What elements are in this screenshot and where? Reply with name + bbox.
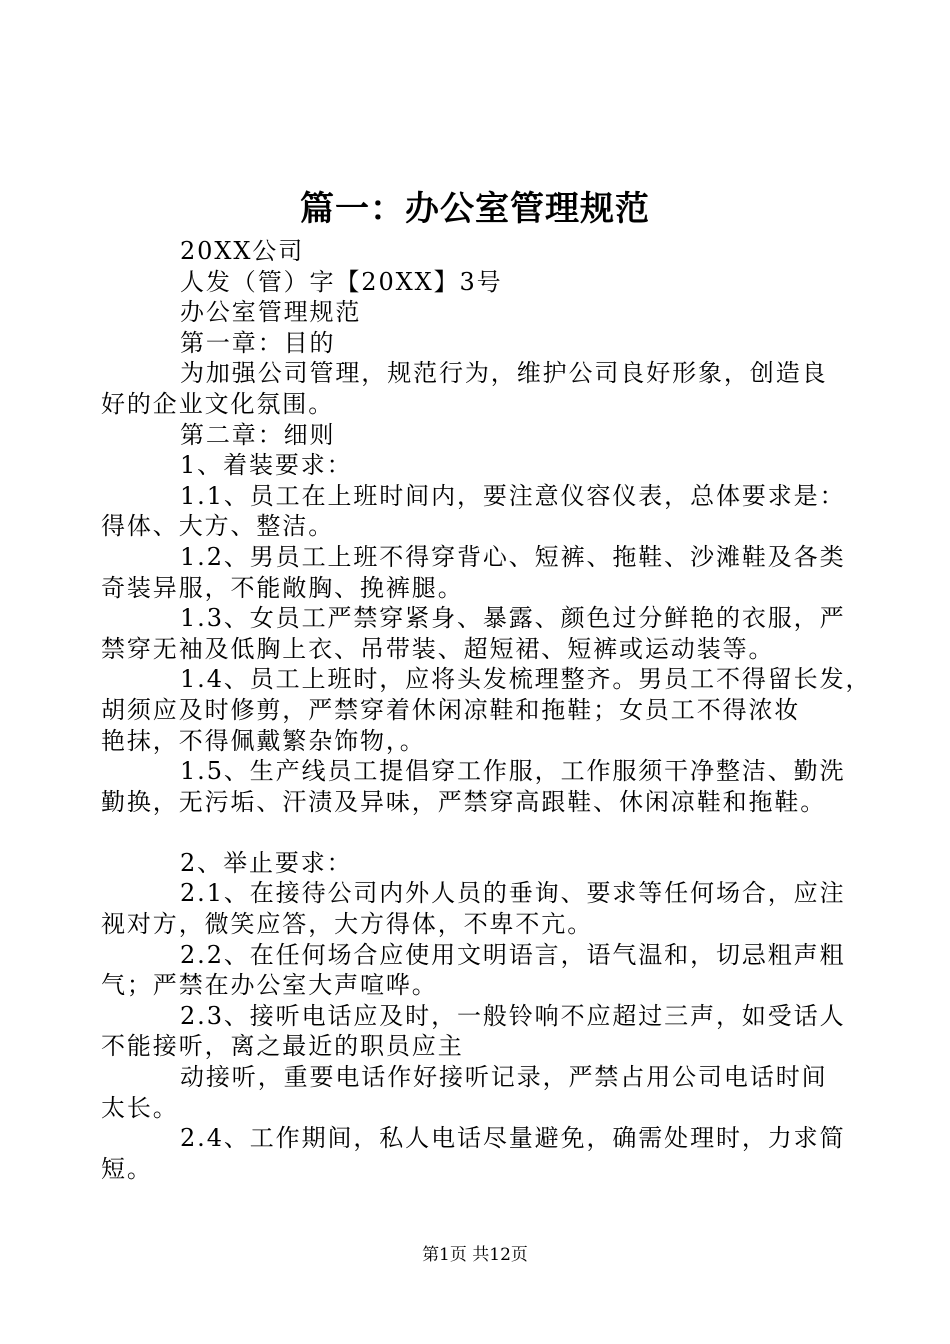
- paragraph-line: 胡须应及时修剪，严禁穿着休闲凉鞋和拖鞋；女员工不得浓妆: [101, 695, 801, 724]
- paragraph-line: 1.3、女员工严禁穿紧身、暴露、颜色过分鲜艳的衣服，严: [180, 604, 846, 633]
- paragraph-line: 2.3、接听电话应及时，一般铃响不应超过三声，如受话人: [180, 1001, 846, 1030]
- section-heading: 2、举止要求：: [180, 848, 353, 877]
- paragraph-line: 1.5、生产线员工提倡穿工作服，工作服须干净整洁、勤洗: [180, 757, 846, 786]
- paragraph-line: 1.4、员工上班时，应将头发梳理整齐。男员工不得留长发，: [180, 665, 872, 694]
- paragraph-line: 为加强公司管理，规范行为，维护公司良好形象，创造良: [180, 359, 828, 388]
- paragraph-line: 1.2、男员工上班不得穿背心、短裤、拖鞋、沙滩鞋及各类: [180, 542, 846, 571]
- document-title: 篇一：办公室管理规范: [300, 189, 650, 229]
- document-body: [101, 236, 872, 1184]
- page-number-footer: 第1页 共12页: [422, 1245, 528, 1265]
- paragraph-line: 奇装异服，不能敞胸、挽裤腿。: [101, 573, 464, 602]
- chapter-heading: 第二章：细则: [180, 420, 336, 449]
- document-number: 人发（管）字【20XX】3号: [180, 267, 503, 296]
- paragraph-line: 不能接听，离之最近的职员应主: [101, 1032, 464, 1061]
- paragraph-line: 禁穿无袖及低胸上衣、吊带装、超短裙、短裤或运动装等。: [101, 634, 775, 663]
- paragraph-line: 太长。: [101, 1093, 179, 1122]
- paragraph-line: 动接听，重要电话作好接听记录，严禁占用公司电话时间: [180, 1063, 828, 1092]
- paragraph-line: 勤换，无污垢、汗渍及异味，严禁穿高跟鞋、休闲凉鞋和拖鞋。: [101, 787, 827, 816]
- paragraph-line: 2.2、在任何场合应使用文明语言，语气温和，切忌粗声粗: [180, 940, 846, 969]
- paragraph-line: 气；严禁在办公室大声喧哗。: [101, 971, 438, 1000]
- paragraph-line: 1.1、员工在上班时间内，要注意仪容仪表，总体要求是：: [180, 481, 846, 510]
- section-heading: 1、着装要求：: [180, 451, 353, 480]
- blank-line: [101, 817, 849, 848]
- paragraph-line: 得体、大方、整洁。: [101, 512, 335, 541]
- company-line: 20XX公司: [180, 237, 305, 265]
- paragraph-line: 视对方，微笑应答，大方得体，不卑不亢。: [101, 910, 594, 939]
- paragraph-line: 艳抹，不得佩戴繁杂饰物，。: [101, 726, 426, 755]
- paragraph-line: 好的企业文化氛围。: [101, 389, 335, 418]
- paragraph-line: 2.4、工作期间，私人电话尽量避免，确需处理时，力求简: [180, 1124, 846, 1153]
- document-subtitle: 办公室管理规范: [180, 298, 362, 327]
- chapter-heading: 第一章：目的: [180, 328, 336, 357]
- paragraph-line: 短。: [101, 1154, 153, 1183]
- paragraph-line: 2.1、在接待公司内外人员的垂询、要求等任何场合，应注: [180, 879, 846, 908]
